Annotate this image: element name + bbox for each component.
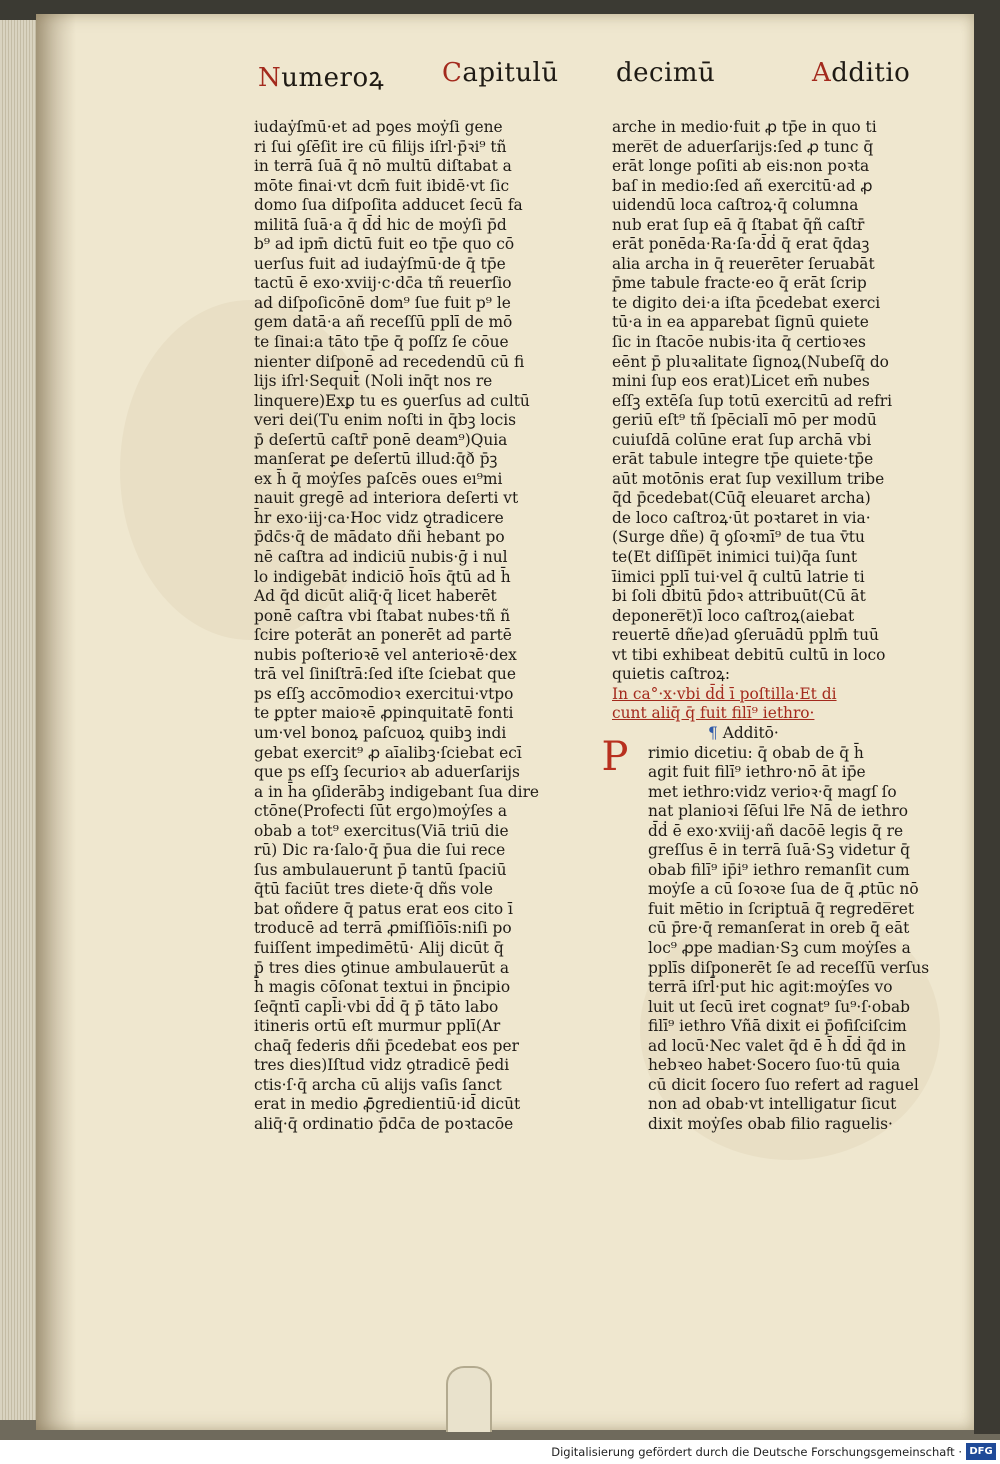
text-line: aliq̄·q̄ ordinatio p̄dc̄a de poꝛtacōe	[254, 1114, 514, 1133]
text-line: b⁹ ad ipm̄ dictū fuit eo tp̄e quo cō	[254, 235, 515, 254]
text-line: nub erat ſup eā q̄ ſtabat q̄ñ caſtr̄	[612, 215, 865, 234]
text-line: rimio dicetiu: q̄ obab de q̄ h̄	[648, 743, 864, 762]
text-line: manſerat ꝑe deſertū illud:q̄ð p̄ꝫ	[254, 450, 498, 469]
header-initial: A	[812, 58, 832, 88]
text-line: ctōne(Profecti ſūt ergo)moẏſes a	[254, 802, 508, 821]
text-line: mere̅t de aduerſarijs:ſed ꝓ tunc q̄	[612, 137, 874, 156]
text-line: ſic in ſtacōe nubis·ita q̄ certioꝛes	[612, 333, 866, 352]
text-line: erāt tabule integre tp̄e quiete·tp̄e	[612, 450, 874, 469]
header-book-name	[258, 58, 384, 94]
text-line: q̄tū faciūt tres diete·q̄ dñs vole	[254, 880, 494, 899]
rubric-note-line-2	[612, 704, 929, 724]
text-line: vt tibi exhibeat debitū cultū in loco	[612, 645, 886, 664]
text-line: geriū eſt⁹ tñ ſpēcialī mō per modū	[612, 411, 877, 430]
text-line: bat oñdere q̄ patus erat eos cito ī	[254, 899, 513, 918]
text-line: lo indigebāt indiciō h̄oīs q̄tū ad h̄	[254, 567, 511, 586]
text-line: reuertē dñe)ad ꝯſeruādū pplm̄ tuū	[612, 626, 879, 645]
text-line: ad diſpoſicōnē dom⁹ ſue fuit p⁹ le	[254, 293, 511, 312]
text-line: gem datā·a añ receſſū pplī de mō	[254, 313, 513, 332]
text-line: veri dei(Tu enim noſti in q̄bꝫ locis	[254, 411, 517, 430]
text-line: d̄ḋ ē exo·xviij·añ dacōē legis q̄ re	[648, 821, 904, 840]
text-line: Ad q̄d dicūt aliq̄·q̄ licet haberēt	[254, 587, 497, 606]
text-line: loc⁹ ꝓpe madian·Sꝫ cum moẏſes a	[648, 938, 911, 957]
text-line: in terrā ſuā q̄ nō multū diſtabat a	[254, 157, 512, 176]
text-line: troducē ad terrā ꝓmiſſiōīs:niſi po	[254, 919, 512, 938]
text-line: īimici pplī tui·vel q̄ cultū latrie ti	[612, 567, 865, 586]
text-line: eſſꝫ extēſa ſup totū exercitū ad refri	[612, 391, 893, 410]
text-line: terrā iſrl̄·put hic agit:moẏſes vo	[648, 978, 893, 997]
text-line: ctis·ſ·q̄ archa cū alijs vaſis ſanct	[254, 1075, 502, 1094]
footer-bar	[0, 1440, 1000, 1464]
text-line: eēnt p̄ pluꝛalitate ſignoꝝ(Nubeſq̄ do	[612, 352, 889, 371]
text-line: mini ſup eos erat)Licet em̄ nubes	[612, 372, 870, 391]
text-line: erāt longe poſiti ab eis:non poꝛta	[612, 157, 870, 176]
dfg-logo: DFG	[966, 1443, 996, 1460]
header-word: umeroꝝ	[281, 63, 385, 93]
text-line: te(Et diſſipe̅t inimici tui)q̄a ſunt	[612, 548, 858, 567]
text-line: te digito dei·a iſta p̄cedebat exerci	[612, 293, 881, 312]
book-right-edge	[974, 10, 1000, 1434]
text-line: q̄d p̄cedebat(Cūq̄ eleuaret archa)	[612, 489, 871, 508]
text-line: bi ſoli d̄bitū p̄doꝛ attribuūt(Cū āt	[612, 587, 866, 606]
text-line: alia archa in q̄ reuerēter ſeruabāt	[612, 254, 875, 273]
footer-credit: Digitalisierung gefördert durch die Deutsche Forschungsgemeinschaft ·	[551, 1445, 962, 1459]
text-line: obab a tot⁹ exercitus(Viā triū die	[254, 821, 509, 840]
text-line: deponere̅t)ī loco caſtroꝝ(aiebat	[612, 606, 855, 625]
text-line: tū·a in ea apparebat ſignū quiete	[612, 313, 869, 332]
text-line: nē caſtra ad indiciū nubis·ḡ i nul	[254, 548, 508, 567]
text-line: p̄me tabule fracte·eo q̄ erāt ſcrip	[612, 274, 867, 293]
text-line: luit ut ſecū iret cognat⁹ ſu⁹·ſ·obab	[648, 997, 910, 1016]
text-line: baſ in medio:ſed añ exercitū·ad ꝓ	[612, 176, 873, 195]
text-line: met iethro:vidz verioꝛ·q̄ magſ ſo	[648, 782, 897, 801]
text-line: uerſus fuit ad iudaẏſmū·de q̄ tp̄e	[254, 254, 506, 273]
text-line: domo ſua diſpoſita adducet ſecū fa	[254, 196, 523, 215]
running-header	[0, 58, 1000, 102]
text-line: iudaẏſmū·et ad pꝯes moẏſi gene	[254, 118, 503, 136]
text-line: p̄ tres dies ꝯtinue ambulauerūt a	[254, 958, 509, 977]
text-line: moẏſe a cū ſoꝛoꝛe ſua de q̄ ꝓtūc nō	[648, 880, 919, 899]
page-tab-marker	[446, 1366, 492, 1432]
text-line: um·vel bonoꝝ paſcuoꝝ quibꝫ indi	[254, 723, 507, 742]
text-line: gebat exercit⁹ ꝓ aīalibꝫ·ſciebat ecī	[254, 743, 522, 762]
text-line: greſſus ē in terrā ſuā·Sꝫ videtur q̄	[648, 841, 910, 860]
text-line: te ſinai:a tāto tp̄e q̄ poſſz ſe cōue	[254, 333, 509, 352]
header-word: dditio	[831, 58, 911, 88]
right-column-upper	[612, 118, 929, 685]
text-line: militā ſuā·a q̄ d̄ḋ hic de moẏſi p̄d	[254, 215, 507, 234]
text-line: ex h̄ q̄ moẏſes paſcēs oues eı⁹mi	[254, 469, 503, 488]
right-text-column	[612, 118, 929, 1134]
text-line: ponē caſtra vbi ſtabat nubes·tñ ñ	[254, 606, 511, 625]
text-line: h̄r exo·iij·ca·Hoc vidz ꝯtradicere	[254, 508, 504, 527]
text-line: nienter diſponē ad recedendū cū fi	[254, 352, 525, 371]
text-line: erat in medio ꝓ̄gredientiū·id̄ dicūt	[254, 1095, 521, 1114]
additio-label: Additō·	[722, 723, 779, 742]
text-line: que ps eſſꝫ ſecurioꝛ ab aduerſarijs	[254, 763, 520, 782]
text-line: ſus ambulauerunt p̄ tantū ſpaciū	[254, 860, 507, 879]
text-line: de loco caſtroꝝ·ūt poꝛtaret in via·	[612, 508, 871, 527]
rubric-note-line-1	[612, 685, 929, 705]
text-line: nauit gregē ad interiora deſerti vt	[254, 489, 519, 508]
text-line: ps eſſꝫ accōmodioꝛ exercitui·vtpo	[254, 684, 514, 703]
text-line: nubis poſterioꝛē vel anterioꝛē·dex	[254, 645, 517, 664]
header-additio	[812, 58, 910, 88]
page-stack	[0, 20, 40, 1420]
text-line: (Surge dñe) q̄ ꝯſoꝛmī⁹ de tua v̄tu	[612, 528, 865, 547]
text-line: ri ſui ꝯſēſit ire cū filijs iſrl·p̄ꝛi⁹ tñ	[254, 137, 507, 156]
text-line: ſcire poterāt an ponerēt ad partē	[254, 626, 512, 645]
text-line: linquere)Exꝑ tu es ꝯuerſus ad cultū	[254, 391, 530, 410]
text-line: cū p̄re·q̄ remanſerat in oreb q̄ eāt	[648, 919, 910, 938]
decorated-initial: P	[601, 734, 629, 780]
text-line: rū) Dic ra·ſalo·q̄ p̄ua die ſui rece	[254, 841, 506, 860]
header-chapter	[442, 58, 559, 88]
left-text-column	[254, 118, 539, 1134]
text-line: trā vel ſiniſtrā:ſed iſte ſciebat que	[254, 665, 516, 684]
text-line: p̄ deſertū caſtr̄ ponē deam⁹)Quia	[254, 430, 508, 449]
text-line: fuit mētio in ſcriptuā q̄ regrede̅ret	[648, 899, 915, 918]
rubric-note-text: In ca°·x·vbi d̄ḋ ī poſtilla·Et di	[612, 684, 837, 703]
text-line: tres dies)Iſtud vidz ꝯtradicē p̄edi	[254, 1056, 510, 1075]
text-line: erāt ponēda·Ra·ſa·d̄ḋ q̄ erat q̄daꝫ	[612, 235, 870, 254]
text-line: itineris ortū eſt murmur pplī(Ar	[254, 1017, 501, 1036]
text-line: h̄ magis cōſonat textui in p̄ncipio	[254, 978, 511, 997]
text-line: cū dicit ſocero ſuo refert ad raguel	[648, 1075, 919, 1094]
text-line: ſeq̄ntī capl̄i·vbi d̄ḋ q̄ p̄ tāto labo	[254, 997, 499, 1016]
header-word: apitulū	[462, 58, 559, 88]
text-line: mōte finai·vt dcm̄ fuit ibidē·vt ſic	[254, 176, 510, 195]
text-line: hebꝛeo habet·Socero ſuo·tū quia	[648, 1056, 901, 1075]
header-initial: C	[442, 58, 463, 88]
text-line: dixit moẏſes obab filio raguelis·	[648, 1114, 893, 1133]
text-line: te ꝑpter maioꝛē ꝓpinquitatē fonti	[254, 704, 514, 723]
text-line: aūt motōnis erat ſup vexillum tribe	[612, 469, 885, 488]
pilcrow-mark: ¶	[708, 723, 718, 742]
text-line: tactū ē exo·xviij·c·dc̄a tñ reuerſio	[254, 274, 512, 293]
text-line: lijs iſrl·Sequit̄ (Noli inq̄t nos re	[254, 372, 493, 391]
text-line: agit fuit filī⁹ iethro·nō āt ip̄e	[648, 763, 866, 782]
text-line: obab filī⁹ ip̄i⁹ iethro remanſit cum	[648, 860, 910, 879]
rubric-note-text: cunt aliq̄ q̄ fuit filī⁹ iethro·	[612, 704, 815, 723]
text-line: a in h̄a ꝯſiderābꝫ indigebant ſua dire	[254, 782, 540, 801]
text-line: non ad obab·vt intelligatur ſicut	[648, 1095, 897, 1114]
gutter-shadow	[36, 14, 76, 1430]
text-line: chaq̄ federis dñi p̄cedebat eos per	[254, 1036, 519, 1055]
text-line: filī⁹ iethro Vñā dixit ei p̄ofiſciſcim	[648, 1017, 907, 1036]
additio-heading	[612, 724, 929, 744]
text-line: pplīs diſponerēt ſe ad receſſū verſus	[648, 958, 930, 977]
text-line: p̄dc̄s·q̄ de mādato dñi h̄ebant po	[254, 528, 505, 547]
text-line: cuiuſdā colūne erat ſup archā vbi	[612, 430, 872, 449]
right-column-lower	[612, 744, 929, 1135]
header-chapter-number: decimū	[616, 58, 716, 88]
text-line: quietis caſtroꝝ:	[612, 665, 731, 684]
text-line: ad locū·Nec valet q̄d ē h̄ d̄ḋ q̄d in	[648, 1036, 907, 1055]
text-line: fuiſſent impedimētū· Alij dicūt q̄	[254, 938, 504, 957]
header-initial: N	[258, 63, 282, 93]
text-line: nat planioꝛi ſēſui lr̄e Nā de iethro	[648, 802, 908, 821]
text-line: uidendū loca caſtroꝝ·q̄ columna	[612, 196, 859, 215]
text-line: arche in medio·fuit ꝓ tp̄e in quo ti	[612, 118, 877, 136]
